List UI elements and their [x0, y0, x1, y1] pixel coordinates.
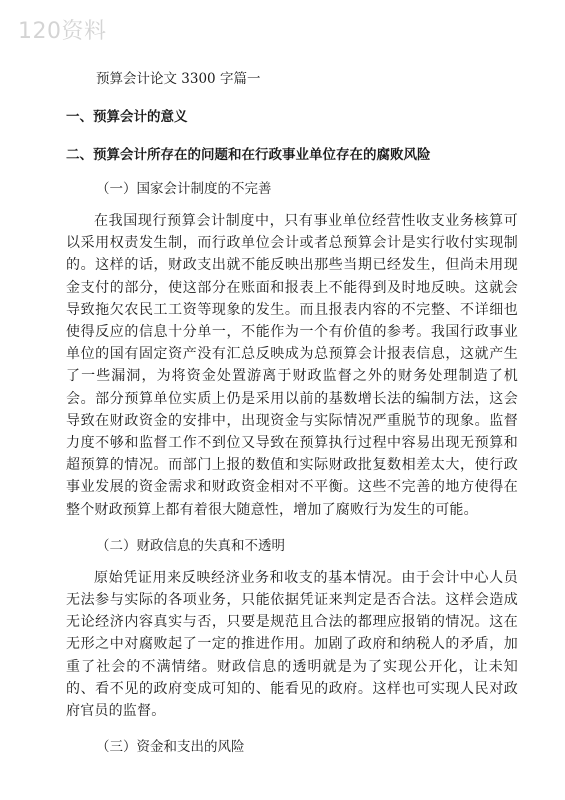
heading-significance: 一、预算会计的意义	[66, 109, 188, 125]
subheading-info-distortion: （二）财政信息的失真和不透明	[96, 537, 285, 554]
document-title: 预算会计论文 3300 字篇一	[96, 71, 261, 87]
document-body	[66, 68, 518, 758]
watermark-logo: 120资料	[18, 19, 107, 44]
paragraph-system-imperfect: 在我国现行预算会计制度中，只有事业单位经营性收支业务核算可以采用权责发生制，而行政单位会计或者总预算会计是实行收付实现制的。这样的话，财政支出就不能反映出那些当期已经发生，但尚未用现金支付的部分，使这部分在账面和报表上不能得到及时地反映。这就会导致拖欠农民工工资等现象的发生。而且报表内容的不完整、不详细也使得反应的信息十分单一，不能作为一个有价值的参考。我国行政事业单位的国有固定资产没有汇总反映成为总预算会计报表信息，这就产生了一些漏洞，为将资金处置游离于财政监督之外的财务处理制造了机会。部分预算单位实质上仍是采用以前的基数增长法的编制方法，这会导致在财政资金的安排中，出现资金与实际情况严重脱节的现象。监督力度不够和监督工作不到位又导致在预算执行过程中容易出现无预算和超预算的情况。而部门上报的数值和实际财政批复数相差太大，使行政事业发展的资金需求和财政资金相对不平衡。这些不完善的地方使得在整个财政预算上都有着很大随意性，增加了腐败行为发生的可能。	[66, 213, 518, 518]
heading-problems: 二、预算会计所存在的问题和在行政事业单位存在的腐败风险	[66, 147, 431, 163]
subheading-system-imperfect: （一）国家会计制度的不完善	[96, 181, 272, 197]
subheading-fund-risk: （三）资金和支出的风险	[96, 739, 245, 756]
paragraph-info-distortion: 原始凭证用来反映经济业务和收支的基本情况。由于会计中心人员无法参与实际的各项业务，只能依据凭证来判定是否合法。这样会造成无论经济内容真实与否，只要是规范且合法的都理应报销的情况。这在无形之中对腐败起了一定的推进作用。加剧了政府和纳税人的矛盾，加重了社会的不满情绪。财政信息的透明就是为了实现公开化，让未知的、看不见的政府变成可知的、能看见的政府。这样也可实现人民对政府官员的监督。	[66, 569, 518, 720]
